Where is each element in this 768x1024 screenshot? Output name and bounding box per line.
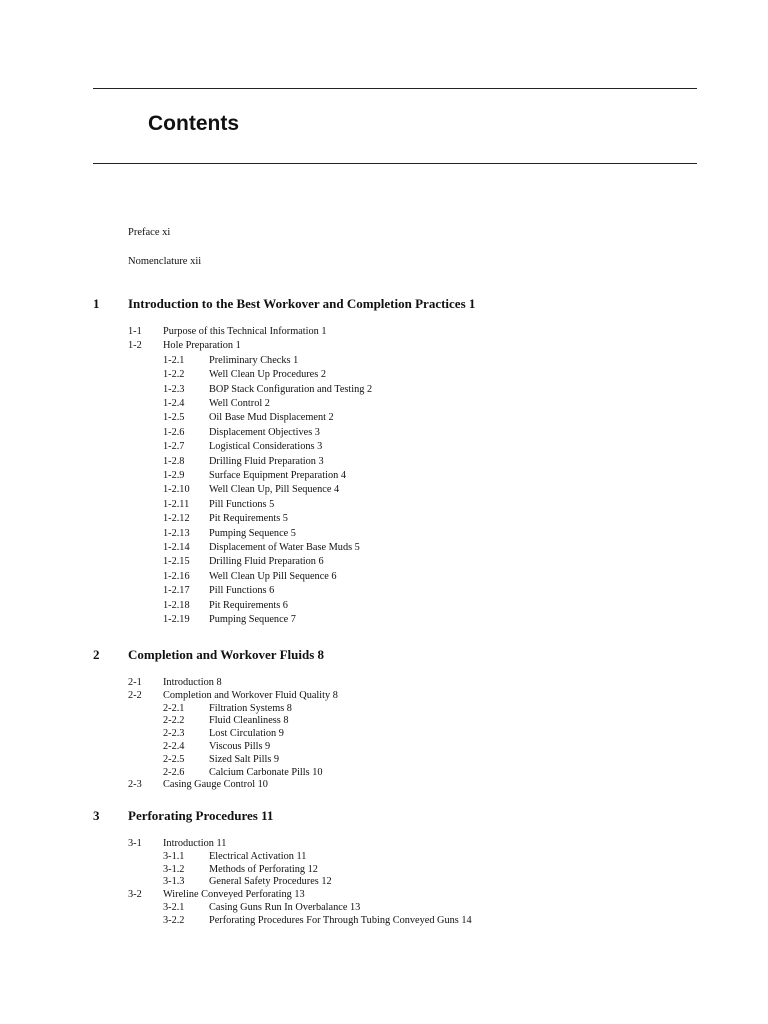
chapter-number: 2 xyxy=(93,647,100,662)
section-number: 1-2 xyxy=(128,340,142,352)
section-title: Surface Equipment Preparation 4 xyxy=(209,470,346,481)
section-title: Pill Functions 6 xyxy=(209,585,275,597)
section-title: Pumping Sequence 5 xyxy=(209,527,296,539)
chapter-title: Perforating Procedures 11 xyxy=(128,808,274,823)
section-number: 2-2.5 xyxy=(163,753,185,765)
section-number: 1-2.2 xyxy=(163,369,185,381)
section-number: 2-2.3 xyxy=(163,728,185,740)
section-title: Wireline Conveyed Perforating 13 xyxy=(163,889,305,901)
chapter-title: Introduction to the Best Workover and Completion Practices 1 xyxy=(128,296,476,311)
section-number: 1-2.5 xyxy=(163,412,185,424)
front-matter-item[interactable]: Preface xi xyxy=(128,227,171,238)
chapter-title: Completion and Workover Fluids 8 xyxy=(128,647,324,662)
section-number: 3-1.2 xyxy=(163,863,185,875)
section-number: 2-2.2 xyxy=(163,715,185,727)
section-number: 1-2.17 xyxy=(163,585,190,597)
section-title: General Safety Procedures 12 xyxy=(209,876,332,888)
section-title: Pill Functions 5 xyxy=(209,498,275,510)
section-title: Sized Salt Pills 9 xyxy=(209,753,280,765)
section-number: 3-2.2 xyxy=(163,914,185,926)
section-title: Introduction 11 xyxy=(163,838,227,849)
chapter-number: 1 xyxy=(93,296,100,311)
section-number: 2-2.6 xyxy=(163,766,185,778)
section-title: Displacement of Water Base Muds 5 xyxy=(209,542,360,553)
section-title: Pumping Sequence 7 xyxy=(209,614,296,625)
section-number: 1-2.19 xyxy=(163,614,190,625)
section-title: Methods of Perforating 12 xyxy=(209,863,318,875)
bottom-rule xyxy=(93,163,697,164)
section-number: 1-2.1 xyxy=(163,354,185,366)
section-number: 2-2.4 xyxy=(163,741,185,752)
section-number: 2-2 xyxy=(128,689,142,701)
section-number: 1-2.8 xyxy=(163,455,185,467)
section-title: Well Clean Up, Pill Sequence 4 xyxy=(209,484,340,496)
section-title: Viscous Pills 9 xyxy=(209,741,271,752)
section-title: Perforating Procedures For Through Tubing Conveyed Guns 14 xyxy=(209,914,472,926)
top-rule xyxy=(93,88,697,89)
section-number: 1-2.4 xyxy=(163,398,185,409)
section-title: Hole Preparation 1 xyxy=(163,340,241,352)
section-title: Calcium Carbonate Pills 10 xyxy=(209,766,323,778)
section-number: 1-2.3 xyxy=(163,383,185,395)
section-number: 2-3 xyxy=(128,779,142,791)
section-title: Logistical Considerations 3 xyxy=(209,441,323,453)
section-number: 3-2 xyxy=(128,889,142,901)
section-title: Pit Requirements 5 xyxy=(209,513,288,525)
section-number: 1-2.15 xyxy=(163,556,190,568)
section-number: 1-2.14 xyxy=(163,542,190,553)
section-title: Drilling Fluid Preparation 6 xyxy=(209,556,324,568)
front-matter-item[interactable]: Nomenclature xii xyxy=(128,256,202,267)
section-title: Introduction 8 xyxy=(163,677,222,688)
section-title: Fluid Cleanliness 8 xyxy=(209,715,289,727)
page-title: Contents xyxy=(148,112,239,135)
section-number: 3-1.1 xyxy=(163,850,185,862)
section-title: Electrical Activation 11 xyxy=(209,850,307,862)
section-number: 3-1.3 xyxy=(163,876,185,888)
section-number: 1-2.9 xyxy=(163,470,185,481)
section-title: Purpose of this Technical Information 1 xyxy=(163,326,327,337)
section-number: 2-1 xyxy=(128,677,142,688)
section-title: Preliminary Checks 1 xyxy=(209,354,299,366)
section-title: Lost Circulation 9 xyxy=(209,728,284,740)
section-number: 1-2.11 xyxy=(163,498,190,510)
section-number: 2-2.1 xyxy=(163,702,185,714)
section-title: Displacement Objectives 3 xyxy=(209,426,320,438)
section-title: Well Clean Up Procedures 2 xyxy=(209,369,326,381)
section-number: 3-2.1 xyxy=(163,902,185,913)
section-title: Completion and Workover Fluid Quality 8 xyxy=(163,689,338,701)
section-title: Drilling Fluid Preparation 3 xyxy=(209,455,324,467)
section-title: Oil Base Mud Displacement 2 xyxy=(209,412,334,424)
section-title: Casing Gauge Control 10 xyxy=(163,779,268,791)
section-title: BOP Stack Configuration and Testing 2 xyxy=(209,383,373,395)
section-number: 1-1 xyxy=(128,326,142,337)
section-number: 1-2.6 xyxy=(163,426,185,438)
section-number: 1-2.12 xyxy=(163,513,190,525)
section-number: 1-2.10 xyxy=(163,484,190,496)
section-title: Pit Requirements 6 xyxy=(209,599,288,611)
section-number: 1-2.7 xyxy=(163,441,185,453)
chapter-number: 3 xyxy=(93,808,100,823)
section-number: 1-2.16 xyxy=(163,570,190,582)
section-number: 3-1 xyxy=(128,838,142,849)
section-title: Filtration Systems 8 xyxy=(209,702,292,714)
section-number: 1-2.18 xyxy=(163,599,190,611)
section-title: Well Clean Up Pill Sequence 6 xyxy=(209,570,337,582)
section-title: Well Control 2 xyxy=(209,398,270,409)
section-title: Casing Guns Run In Overbalance 13 xyxy=(209,902,361,913)
section-number: 1-2.13 xyxy=(163,527,190,539)
